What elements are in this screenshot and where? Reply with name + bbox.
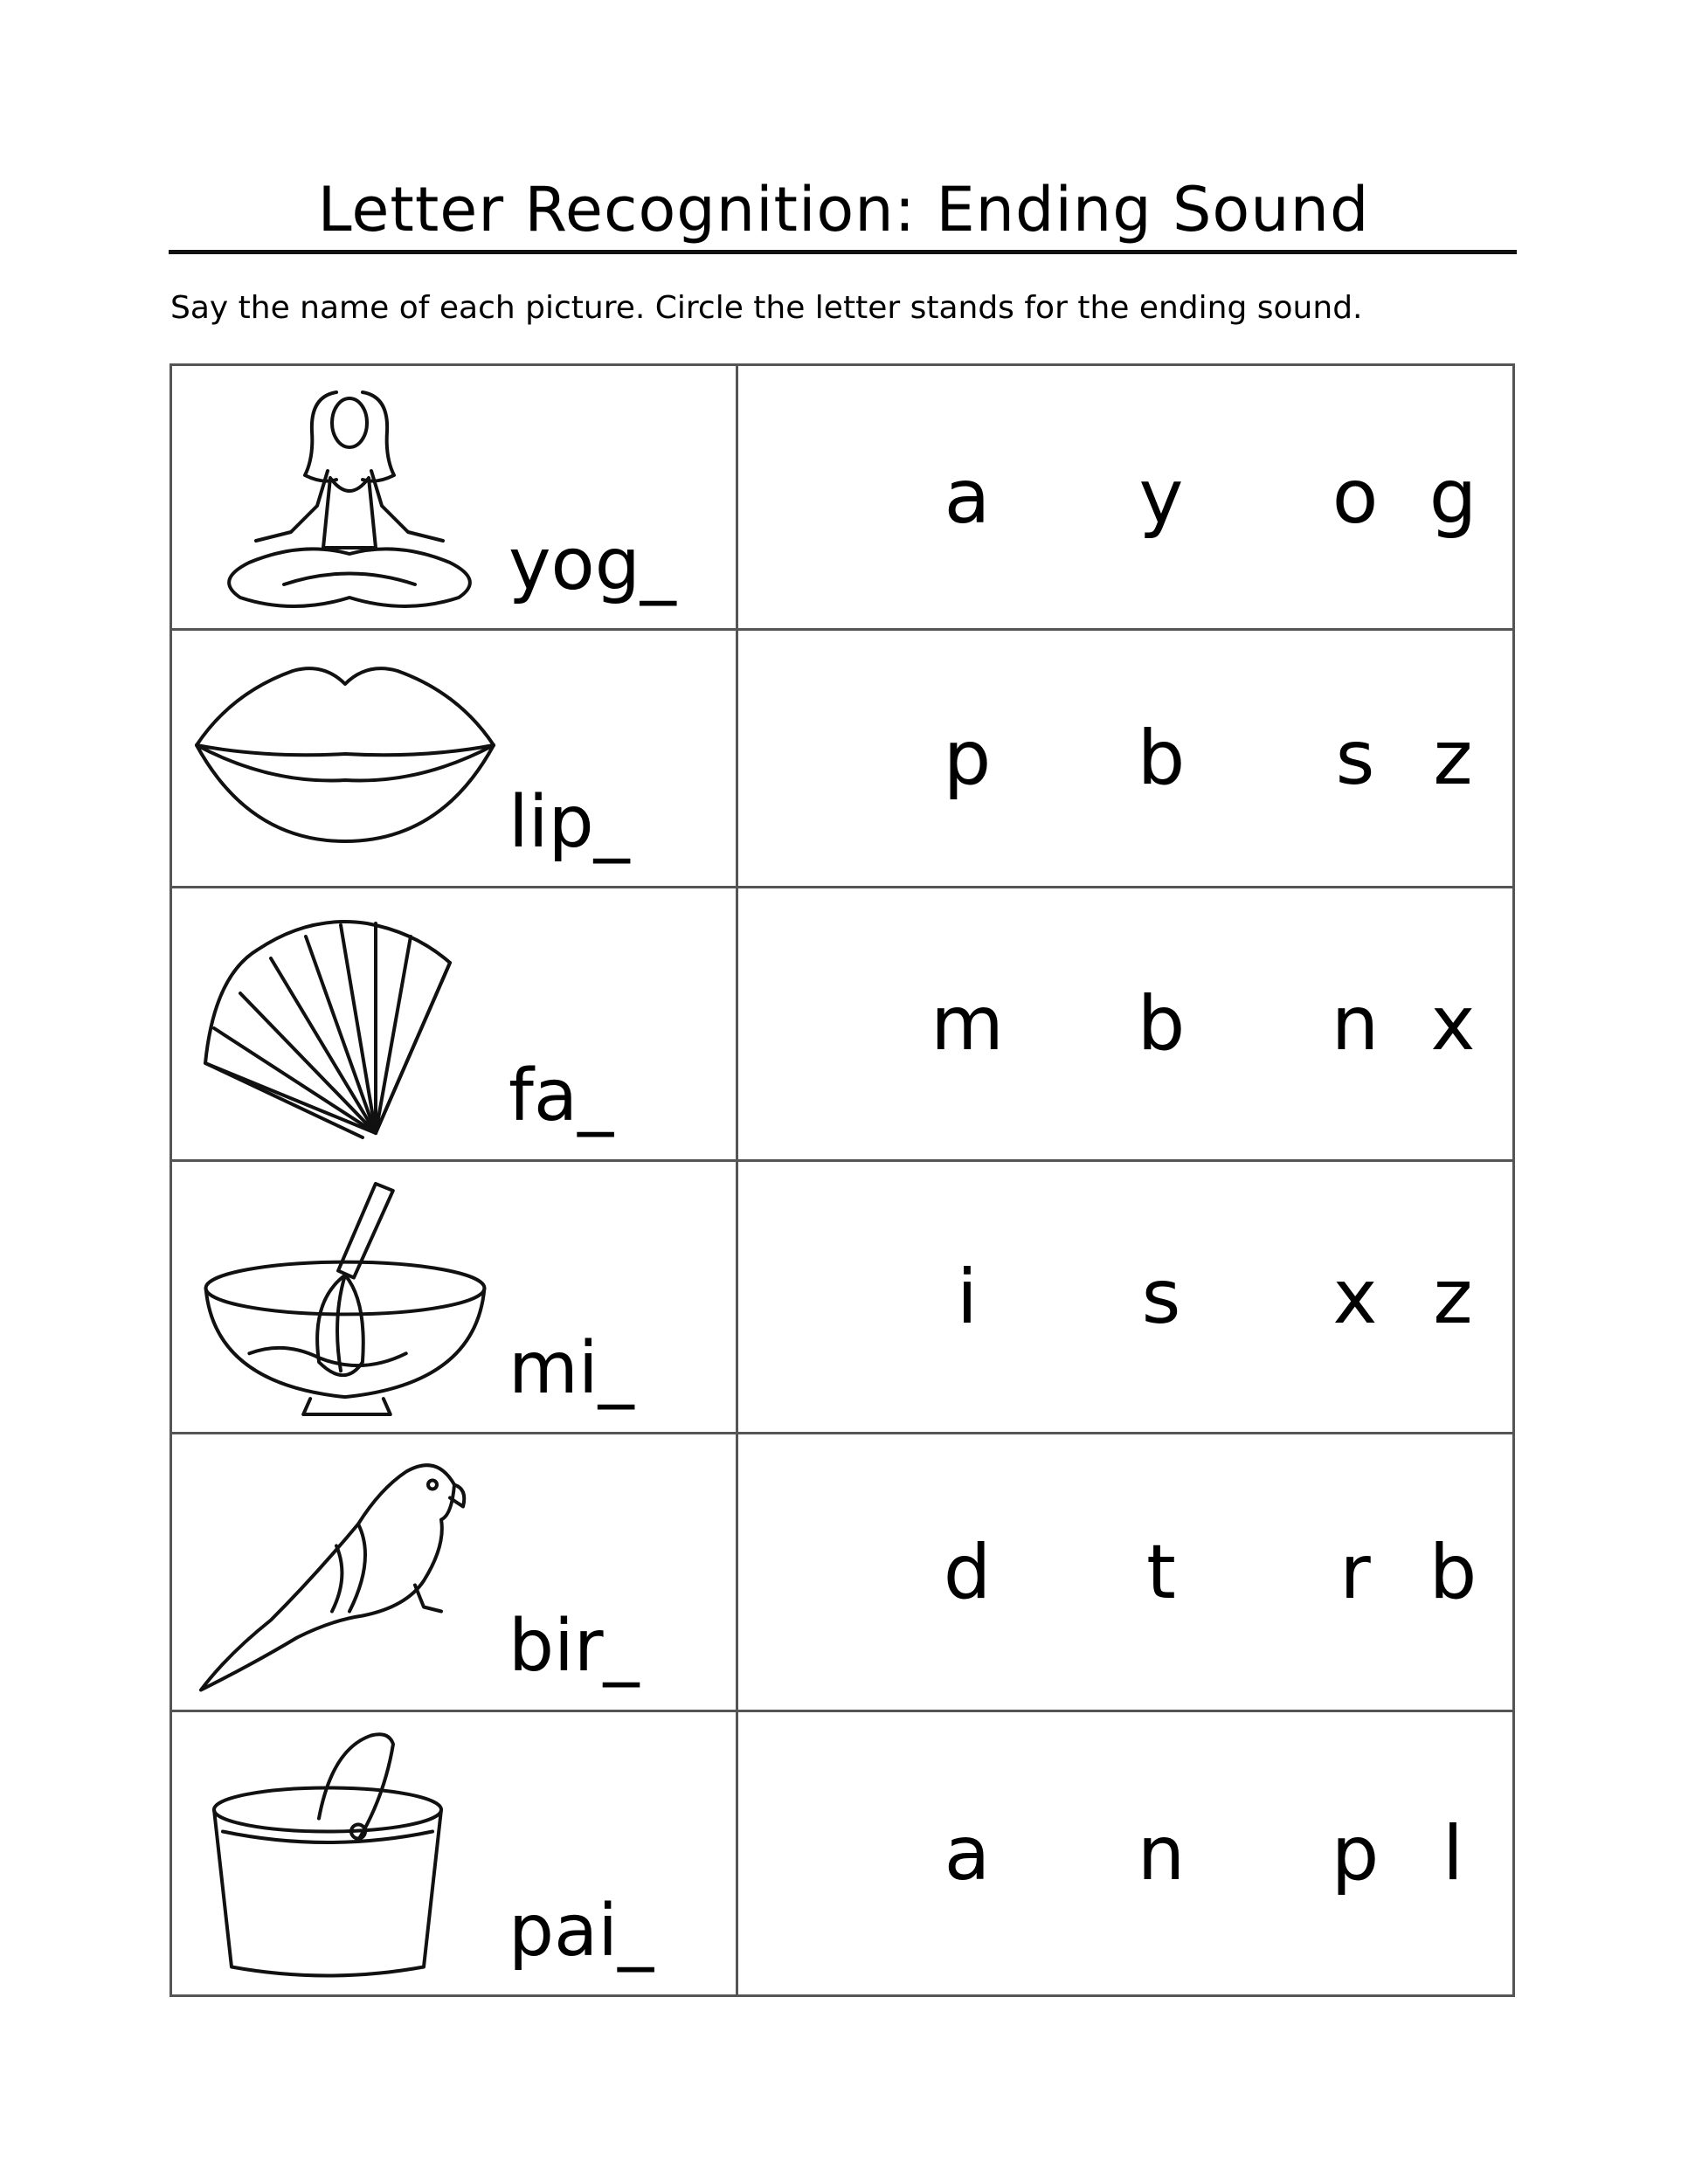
exercise-row bbox=[172, 628, 1512, 886]
worksheet-title: Letter Recognition: Ending Sound bbox=[317, 174, 1370, 245]
letter-choice[interactable]: n bbox=[1331, 980, 1380, 1068]
letter-choice[interactable]: p bbox=[1331, 1809, 1380, 1897]
lips-icon bbox=[188, 639, 502, 877]
word-prompt: pai_ bbox=[508, 1890, 654, 1973]
bird-icon bbox=[188, 1443, 502, 1701]
letter-choice[interactable]: l bbox=[1442, 1809, 1463, 1897]
letter-choice[interactable]: z bbox=[1433, 715, 1473, 802]
instructions-text: Say the name of each picture. Circle the letter stands for the ending sound. bbox=[170, 290, 1363, 326]
letter-choice[interactable]: x bbox=[1332, 1253, 1378, 1341]
picture-cell bbox=[172, 1712, 738, 1994]
letter-choice[interactable]: p bbox=[943, 715, 992, 802]
title-underline bbox=[169, 250, 1517, 254]
letter-choice[interactable]: i bbox=[957, 1253, 978, 1341]
letter-choice[interactable]: b bbox=[1137, 715, 1186, 802]
letter-choice[interactable]: g bbox=[1429, 453, 1477, 541]
letter-choice[interactable]: o bbox=[1332, 453, 1379, 541]
letter-choice[interactable]: n bbox=[1137, 1809, 1186, 1897]
picture-cell bbox=[172, 366, 738, 628]
pail-icon bbox=[188, 1721, 502, 1986]
word-prompt: yog_ bbox=[508, 523, 676, 606]
letter-choice[interactable]: d bbox=[943, 1528, 992, 1616]
picture-cell bbox=[172, 631, 738, 886]
exercise-row bbox=[172, 1710, 1512, 1994]
mixing-bowl-icon bbox=[188, 1171, 502, 1423]
letter-choice[interactable]: b bbox=[1137, 980, 1186, 1068]
word-prompt: fa_ bbox=[508, 1054, 614, 1137]
word-prompt: lip_ bbox=[508, 781, 630, 864]
letter-choice[interactable]: y bbox=[1138, 453, 1184, 541]
exercise-row bbox=[172, 1159, 1512, 1432]
letter-choice[interactable]: a bbox=[944, 1809, 991, 1897]
picture-cell bbox=[172, 888, 738, 1159]
yoga-woman-icon bbox=[188, 375, 502, 619]
letter-choice[interactable]: z bbox=[1433, 1253, 1473, 1341]
letter-choice[interactable]: m bbox=[930, 980, 1004, 1068]
picture-cell bbox=[172, 1162, 738, 1432]
letter-choice[interactable]: t bbox=[1146, 1528, 1176, 1616]
picture-cell bbox=[172, 1434, 738, 1710]
letter-choice[interactable]: a bbox=[944, 453, 991, 541]
letter-choice[interactable]: s bbox=[1335, 715, 1375, 802]
letter-choice[interactable]: x bbox=[1430, 980, 1476, 1068]
word-prompt: bir_ bbox=[508, 1605, 640, 1688]
exercise-row bbox=[172, 886, 1512, 1159]
letter-choice[interactable]: b bbox=[1429, 1528, 1477, 1616]
exercise-grid bbox=[169, 363, 1515, 1997]
exercise-row bbox=[172, 366, 1512, 628]
letter-choice[interactable]: s bbox=[1141, 1253, 1181, 1341]
letter-choice[interactable]: r bbox=[1339, 1528, 1371, 1616]
fan-icon bbox=[188, 897, 502, 1151]
word-prompt: mi_ bbox=[508, 1327, 634, 1410]
exercise-row bbox=[172, 1432, 1512, 1710]
